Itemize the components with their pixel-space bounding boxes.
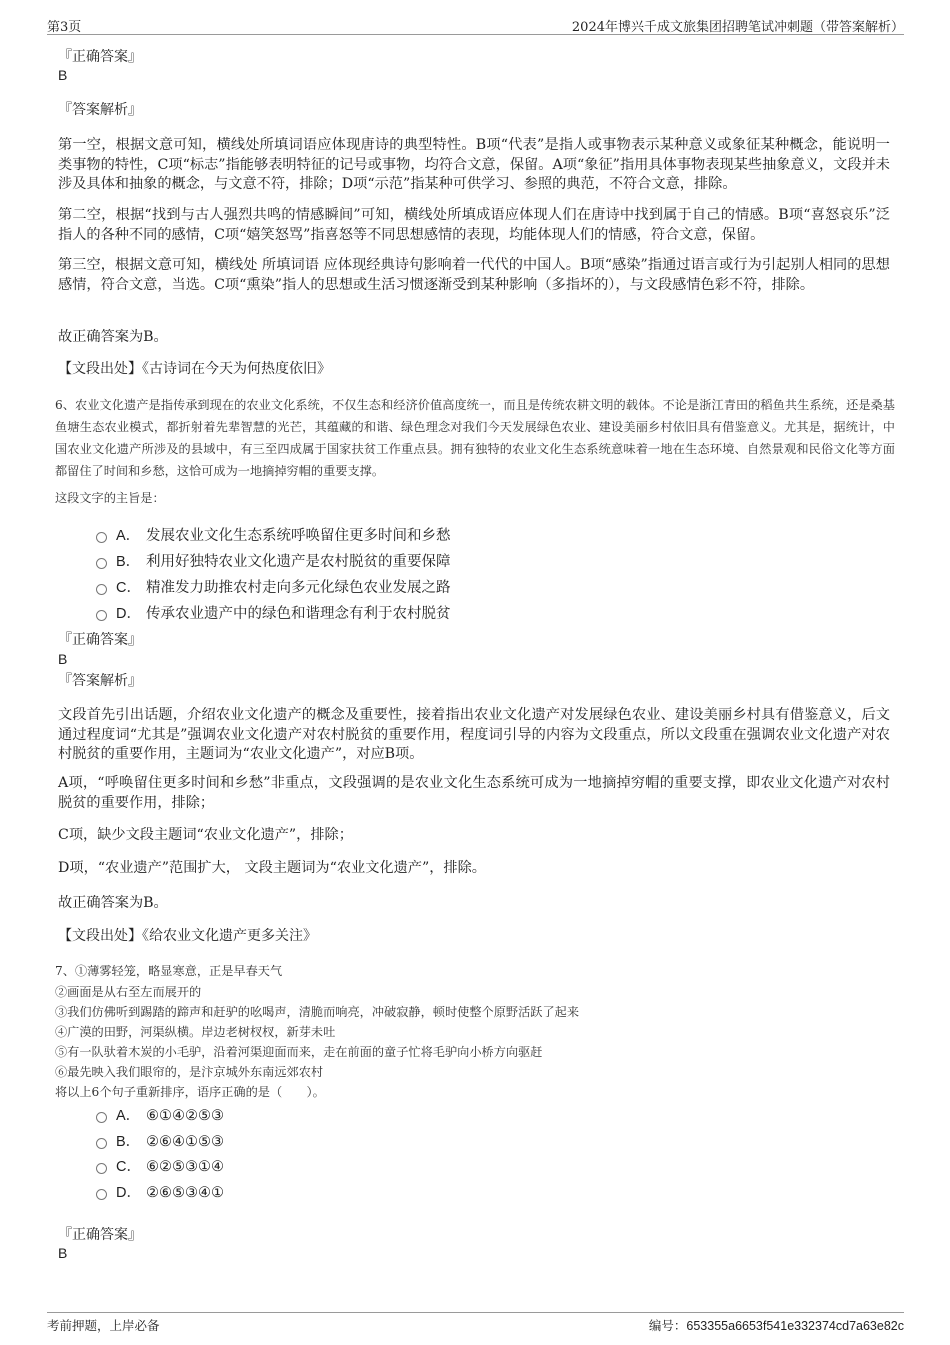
option-b[interactable]: B． 利用好独特农业文化遗产是农村脱贫的重要保障 xyxy=(96,553,451,571)
question-line: ④广漠的田野，河渠纵横。岸边老树杈杈，新芽未吐 xyxy=(55,1025,336,1039)
option-c[interactable]: C． 精准发力助推农村走向多元化绿色农业发展之路 xyxy=(96,579,451,597)
answer-label: 『正确答案』 xyxy=(58,49,142,65)
question-stem: 6、农业文化遗产是指传承到现在的农业文化系统，不仅生态和经济价值高度统一，而且是传统农耕文明的载体。不论是浙江青田的稻鱼共生系统，还是桑基鱼塘生态农业模式，都折射着先辈智慧的光芒，其蕴藏的和谐、绿色理念对我们今天发展绿色农业、建设美丽乡村依旧具有借鉴意义。尤其是，据统计，中国农业文化遗产所涉及的县域中，有三至四成属于国家扶贫工作重点县。拥有独特的农业文化生态系统意味着一地在生态环境、自然景观和民俗文化等方面都留住了时间和乡愁，这恰可成为一地摘掉穷帽的重要支撑。 xyxy=(55,398,895,478)
question-line: ②画面是从右至左而展开的 xyxy=(55,985,202,999)
question-prompt: 这段文字的主旨是： xyxy=(55,491,165,505)
radio-icon[interactable] xyxy=(96,1189,107,1200)
option-b[interactable]: B． ②⑥④①⑤③ xyxy=(96,1133,224,1151)
option-d[interactable]: D． 传承农业遗产中的绿色和谐理念有利于农村脱贫 xyxy=(96,605,451,623)
radio-icon[interactable] xyxy=(96,1112,107,1123)
question-line: 7、①薄雾轻笼，略显寒意，正是早春天气 xyxy=(55,964,283,978)
option-a[interactable]: A． 发展农业文化生态系统呼唤留住更多时间和乡愁 xyxy=(96,527,451,545)
option-c[interactable]: C． ⑥②⑤③①④ xyxy=(96,1158,224,1176)
document-title: 2024年博兴千成文旅集团招聘笔试冲刺题（带答案解析） xyxy=(571,20,904,35)
analysis-label: 『答案解析』 xyxy=(58,102,142,118)
document-id: 编号：653355a6653f541e332374cd7a63e82c xyxy=(648,1319,904,1333)
analysis-label: 『答案解析』 xyxy=(58,673,142,689)
analysis-conclusion: 故正确答案为B。 xyxy=(58,329,168,345)
question-line: ③我们仿佛听到踢踏的蹄声和赶驴的吆喝声，清脆而响亮，冲破寂静，顿时使整个原野活跃了起来 xyxy=(55,1005,580,1019)
analysis-conclusion: 故正确答案为B。 xyxy=(58,895,168,911)
radio-icon[interactable] xyxy=(96,610,107,621)
analysis-paragraph: A项，“呼唤留住更多时间和乡愁”非重点，文段强调的是农业文化生态系统可成为一地摘掉穷帽的重要支撑，即农业文化遗产对农村脱贫的重要作用，排除； xyxy=(58,775,890,811)
source-citation: 【文段出处】《给农业文化遗产更多关注》 xyxy=(58,928,317,944)
analysis-paragraph: D项，“农业遗产”范围扩大， 文段主题词为“农业文化遗产”，排除。 xyxy=(58,860,486,876)
answer-value: B xyxy=(58,651,68,667)
page-footer xyxy=(47,1312,904,1333)
radio-icon[interactable] xyxy=(96,1163,107,1174)
radio-icon[interactable] xyxy=(96,584,107,595)
answer-label: 『正确答案』 xyxy=(58,632,142,648)
page-number: 第3页 xyxy=(47,20,82,35)
radio-icon[interactable] xyxy=(96,1138,107,1149)
question-line: ⑥最先映入我们眼帘的，是汴京城外东南远郊农村 xyxy=(55,1065,324,1079)
radio-icon[interactable] xyxy=(96,558,107,569)
answer-value: B xyxy=(58,67,68,83)
analysis-paragraph: C项，缺少文段主题词“农业文化遗产”，排除； xyxy=(58,827,353,843)
analysis-paragraph: 第三空，根据文意可知，横线处 所填词语 应体现经典诗句影响着一代代的中国人。B项“感染”指通过语言或行为引起别人相同的思想感情，符合文意，当选。C项“熏染”指人的思想或生活习惯逐渐受到某种影响（多指坏的），与文段感情色彩不符，排除。 xyxy=(58,257,890,293)
analysis-paragraph: 文段首先引出话题，介绍农业文化遗产的概念及重要性，接着指出农业文化遗产对发展绿色农业、建设美丽乡村具有借鉴意义，后文通过程度词“尤其是”强调农业文化遗产对农村脱贫的重要作用，程度词引导的内容为文段重点，所以文段重在强调农业文化遗产对农村脱贫的重要作用，主题词为“农业文化遗产”，对应B项。 xyxy=(58,707,890,762)
source-citation: 【文段出处】《古诗词在今天为何热度依旧》 xyxy=(58,361,331,377)
option-a[interactable]: A． ⑥①④②⑤③ xyxy=(96,1107,224,1125)
answer-value: B xyxy=(58,1245,68,1261)
question-line: ⑤有一队驮着木炭的小毛驴，沿着河渠迎面而来，走在前面的童子忙将毛驴向小桥方向驱赶 xyxy=(55,1045,543,1059)
analysis-paragraph: 第一空，根据文意可知，横线处所填词语应体现唐诗的典型特性。B项“代表”是指人或事物表示某种意义或象征某种概念，能说明一类事物的特性，C项“标志”指能够表明特征的记号或事物，均符合文意，保留。A项“象征”指用具体事物表现某些抽象意义，文段并未涉及具体和抽象的概念，与文意不符，排除；D项“示范”指某种可供学习、参照的典范，不符合文意，排除。 xyxy=(58,137,890,192)
analysis-paragraph: 第二空，根据“找到与古人强烈共鸣的情感瞬间”可知，横线处所填成语应体现人们在唐诗中找到属于自己的情感。B项“喜怒哀乐”泛指人的各种不同的感情，C项“嬉笑怒骂”指喜怒等不同思想感情的表现，均能体现人们的情感，符合文意，保留。 xyxy=(58,207,890,243)
page-header xyxy=(47,14,904,35)
radio-icon[interactable] xyxy=(96,532,107,543)
footer-slogan: 考前押题，上岸必备 xyxy=(47,1318,160,1333)
option-d[interactable]: D． ②⑥⑤③④① xyxy=(96,1184,224,1202)
answer-label: 『正确答案』 xyxy=(58,1227,142,1243)
question-prompt: 将以上6个句子重新排序，语序正确的是（ ）。 xyxy=(55,1085,325,1099)
